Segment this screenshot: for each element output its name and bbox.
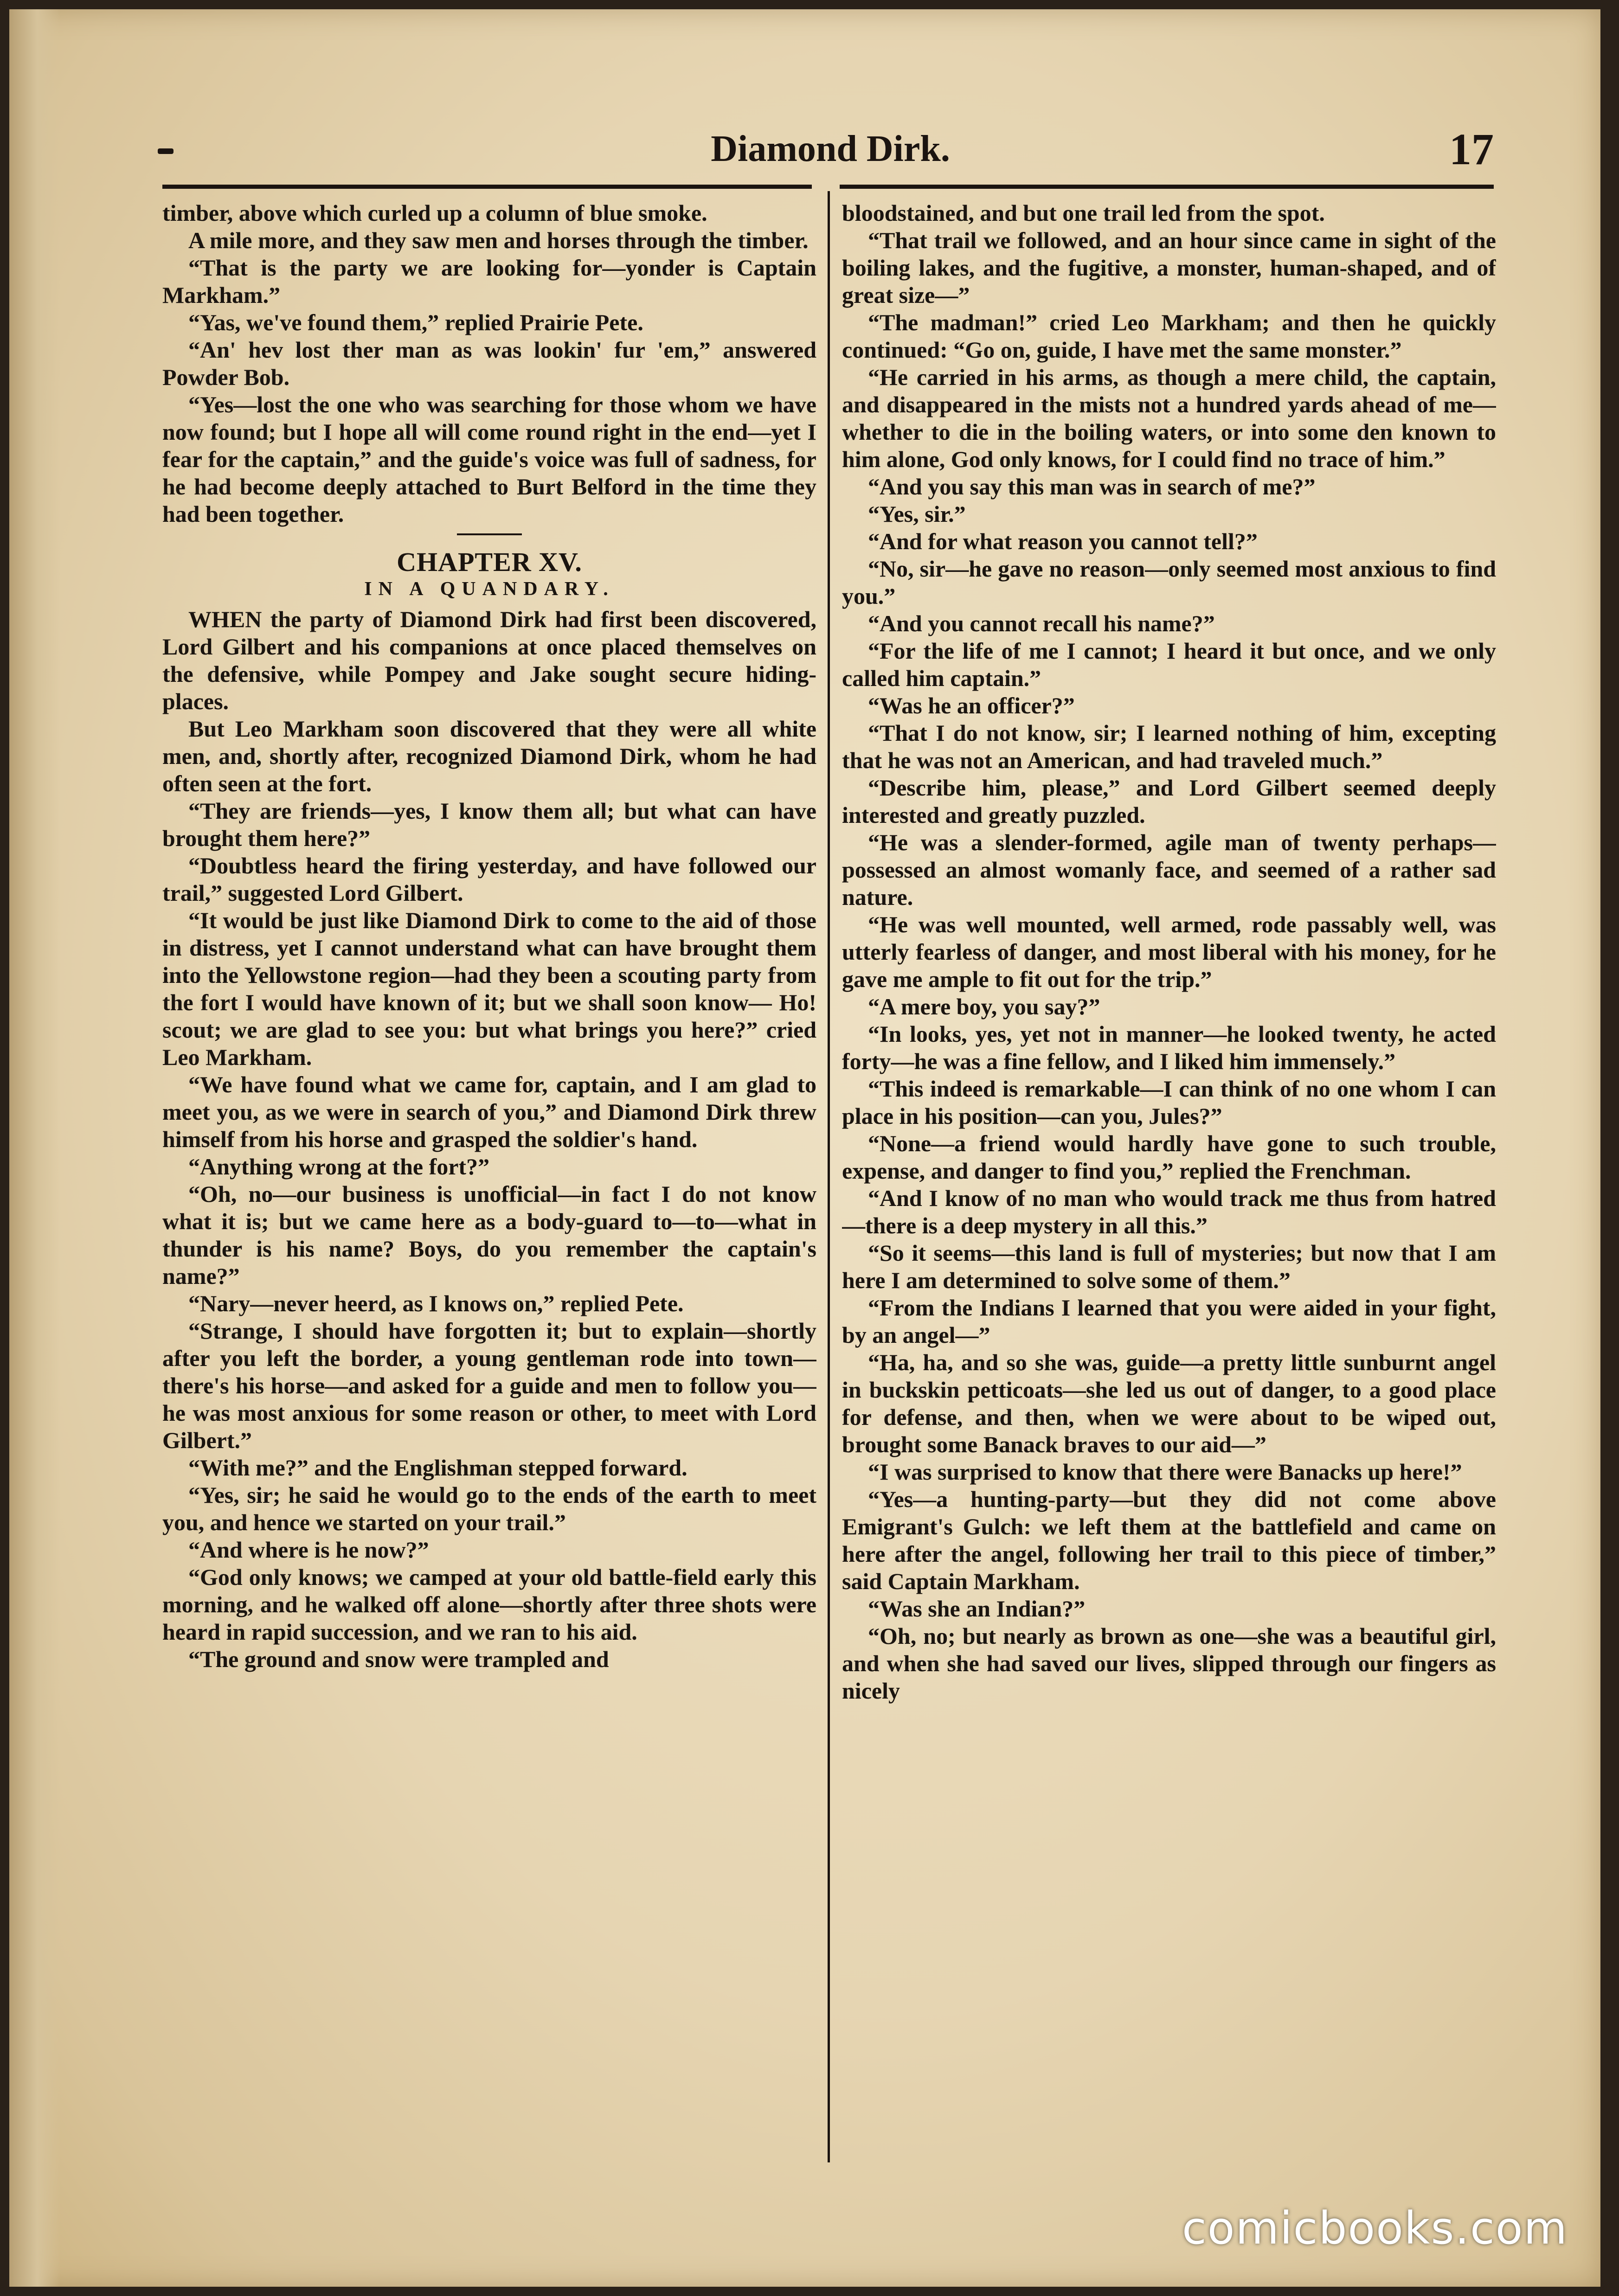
paragraph: “He was a slender-formed, agile man of twenty perhaps—possessed an almost womanly face, and seemed of a rather sad nature.: [842, 829, 1496, 910]
paragraph: “Yes—a hunting-party—but they did not come above Emigrant's Gulch: we left them at the battlefield and came on here after the angel, following her trail to this piece of timber,” said Captain Markham.: [842, 1486, 1496, 1594]
column-divider: [828, 191, 830, 2162]
chapter-subtitle: IN A QUANDARY.: [364, 578, 615, 600]
paragraph: “Ha, ha, and so she was, guide—a pretty little sunburnt angel in buckskin petticoats—she led us out of danger, to a good place for defense, and then, when we were about to be wiped out, brought some Banack braves to our aid—”: [842, 1349, 1496, 1457]
left-after-chapter: [162, 606, 816, 1673]
paragraph: “Anything wrong at the fort?”: [188, 1154, 490, 1180]
paragraph: “And where is he now?”: [188, 1537, 429, 1563]
paragraph: “They are friends—yes, I know them all; but what can have brought them here?”: [162, 798, 816, 851]
paragraph: “No, sir—he gave no reason—only seemed most anxious to find you.”: [842, 556, 1496, 609]
paragraph: “God only knows; we camped at your old battle-field early this morning, and he walked off alone—shortly after three shots were heard in rapid succession, and we ran to his aid.: [162, 1564, 816, 1645]
paragraph: “We have found what we came for, captain, and I am glad to meet you, as we were in search of you,” and Diamond Dirk threw himself from his horse and grasped the soldier's hand.: [162, 1071, 816, 1152]
paragraph: “With me?” and the Englishman stepped forward.: [188, 1455, 687, 1481]
paragraph: “That I do not know, sir; I learned nothing of him, excepting that he was not an American, and had traveled much.”: [842, 720, 1496, 773]
paragraph: “And I know of no man who would track me thus from hatred—there is a deep mystery in all this.”: [842, 1185, 1496, 1238]
paragraph: “And for what reason you cannot tell?”: [868, 528, 1258, 554]
paragraph: “Oh, no; but nearly as brown as one—she was a beautiful girl, and when she had saved our lives, slipped through our fingers as nicely: [842, 1623, 1496, 1704]
paragraph: bloodstained, and but one trail led from the spot.: [842, 200, 1325, 226]
paragraph: A mile more, and they saw men and horses through the timber.: [188, 227, 809, 253]
header-rule-right: [840, 185, 1494, 189]
paragraph: “The ground and snow were trampled and: [188, 1646, 609, 1672]
paragraph: “So it seems—this land is full of mysteries; but now that I am here I am determined to solve some of them.”: [842, 1240, 1496, 1293]
left-before-chapter: [162, 199, 816, 528]
paragraph: “Doubtless heard the firing yesterday, and have followed our trail,” suggested Lord Gilbert.: [162, 853, 816, 906]
paragraph: “He was well mounted, well armed, rode passably well, was utterly fearless of danger, and most liberal with his money, for he gave me ample to fit out for the trip.”: [842, 911, 1496, 992]
page-number: 17: [1449, 124, 1494, 174]
paragraph: “None—a friend would hardly have gone to such trouble, expense, and danger to find you,” replied the Frenchman.: [842, 1130, 1496, 1184]
paragraph: “Yes, sir; he said he would go to the ends of the earth to meet you, and hence we started on your trail.”: [162, 1482, 816, 1535]
paragraph: “I was surprised to know that there were Banacks up here!”: [868, 1459, 1462, 1485]
paragraph: “Strange, I should have forgotten it; but to explain—shortly after you left the border, a young gentleman rode into town—there's his horse—and asked for a guide and men to follow you—he was most anxious for some reason or other, to meet with Lord Gilbert.”: [162, 1318, 816, 1453]
right-text-column: [842, 199, 1496, 2166]
paragraph: “Nary—never heerd, as I knows on,” replied Pete.: [188, 1290, 684, 1316]
paragraph: “He carried in his arms, as though a mere child, the captain, and disappeared in the mists not a hundred yards ahead of me—whether to die in the boiling waters, or into some den known to him alone, God only knows, for I could find no trace of him.”: [842, 364, 1496, 472]
page-spine-shadow: [9, 9, 60, 2287]
paragraph: “Was she an Indian?”: [868, 1596, 1086, 1622]
paragraph: “An' hev lost ther man as was lookin' fur 'em,” answered Powder Bob.: [162, 337, 816, 390]
paragraph: “And you say this man was in search of me?”: [868, 474, 1316, 500]
paragraph: “A mere boy, you say?”: [868, 994, 1100, 1020]
paragraph: “It would be just like Diamond Dirk to come to the aid of those in distress, yet I cannot understand what can have brought them into the Yellowstone region—had they been a scouting party from the fort I would have known of it; but we shall soon know— Ho! scout; we are glad to see you: but what brings you here?” cried Leo Markham.: [162, 907, 816, 1070]
paragraph: “That is the party we are looking for—yonder is Captain Markham.”: [162, 255, 816, 308]
chapter-title: CHAPTER XV.: [397, 547, 582, 577]
running-title: Diamond Dirk.: [711, 128, 950, 169]
scanned-page: [9, 9, 1600, 2287]
paragraph: timber, above which curled up a column of blue smoke.: [162, 200, 707, 226]
paragraph: “In looks, yes, yet not in manner—he looked twenty, he acted forty—he was a fine fellow, and I liked him immensely.”: [842, 1021, 1496, 1074]
paragraph: “Describe him, please,” and Lord Gilbert seemed deeply interested and greatly puzzled.: [842, 775, 1496, 828]
paragraph: But Leo Markham soon discovered that they were all white men, and, shortly after, recognized Diamond Dirk, whom he had often seen at the fort.: [162, 716, 816, 796]
paragraph: “For the life of me I cannot; I heard it but once, and we only called him captain.”: [842, 638, 1496, 691]
section-rule: [457, 533, 522, 535]
paragraph: “Yes—lost the one who was searching for those whom we have now found; but I hope all will come round right in the end—yet I fear for the captain,” and the guide's voice was full of sadness, for he had become deeply attached to Burt Belford in the time they had been together.: [162, 391, 816, 527]
paragraph: “Yas, we've found them,” replied Prairie Pete.: [188, 309, 643, 335]
paragraph: “Was he an officer?”: [868, 693, 1075, 718]
paragraph: “Oh, no—our business is unofficial—in fact I do not know what it is; but we came here as a body-guard to—to—what in thunder is his name? Boys, do you remember the captain's name?”: [162, 1181, 816, 1289]
left-text-column: [162, 199, 816, 2166]
header-rule-left: [162, 185, 812, 189]
paragraph: “This indeed is remarkable—I can think of no one whom I can place in his position—can you, Jules?”: [842, 1076, 1496, 1129]
running-header: [158, 121, 1503, 176]
paragraph: “That trail we followed, and an hour since came in sight of the boiling lakes, and the fugitive, a monster, human-shaped, and of great size—”: [842, 227, 1496, 308]
paragraph: “And you cannot recall his name?”: [868, 610, 1215, 636]
watermark-text: comicbooks.com: [1182, 2202, 1568, 2254]
paragraph: “Yes, sir.”: [868, 501, 966, 527]
paragraph: “From the Indians I learned that you were aided in your fight, by an angel—”: [842, 1295, 1496, 1348]
paragraph: “The madman!” cried Leo Markham; and then he quickly continued: “Go on, guide, I have met the same monster.”: [842, 309, 1496, 363]
paragraph: WHEN the party of Diamond Dirk had first been discovered, Lord Gilbert and his companions at once placed themselves on the defensive, while Pompey and Jake sought secure hiding-places.: [162, 606, 816, 714]
